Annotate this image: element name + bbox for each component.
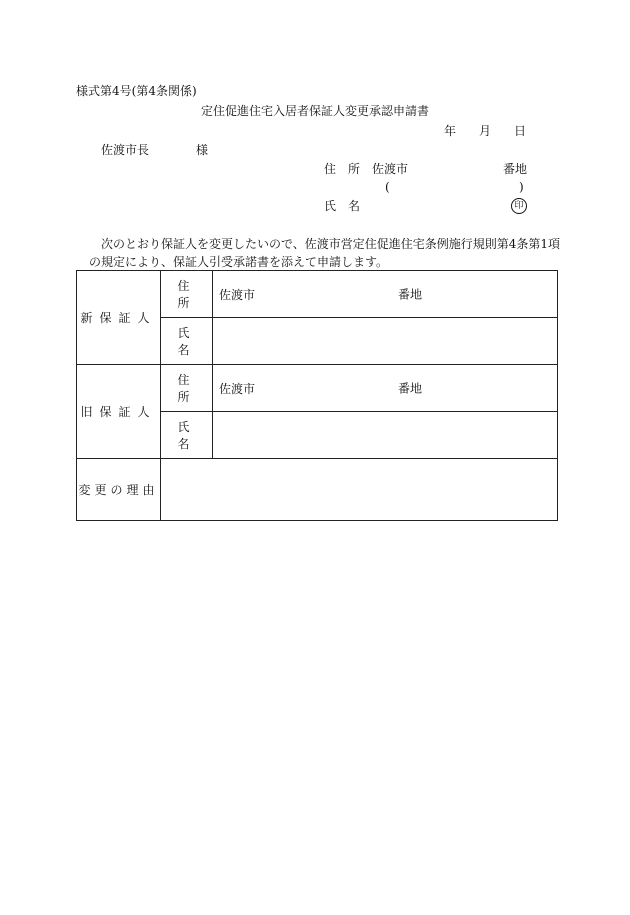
date-day-label: 日 — [514, 124, 527, 138]
new-guarantor-address-city: 佐渡市 — [219, 287, 256, 302]
addressee-name: 佐渡市長 — [101, 143, 150, 157]
new-guarantor-address-banchi: 番地 — [398, 287, 423, 302]
old-guarantor-address-label: 住所 — [161, 365, 213, 412]
form-title: 定住促進住宅入居者保証人変更承認申請書 — [201, 104, 430, 118]
date-month-label: 月 — [479, 124, 492, 138]
applicant-paren-open: ( — [385, 180, 390, 194]
old-guarantor-address-banchi: 番地 — [398, 381, 423, 396]
new-guarantor-name-cell[interactable] — [213, 318, 558, 365]
body-line-2: の規定により、保証人引受承諾書を添えて申請します。 — [89, 255, 389, 269]
old-guarantor-name-cell[interactable] — [213, 412, 558, 459]
applicant-name-label: 氏 名 — [324, 199, 361, 213]
guarantor-table — [76, 270, 558, 521]
applicant-address-banchi: 番地 — [503, 162, 528, 176]
table-row — [77, 365, 558, 412]
old-guarantor-address-city: 佐渡市 — [219, 381, 256, 396]
table-row — [77, 459, 558, 521]
reason-cell[interactable] — [161, 459, 558, 521]
reason-label: 変更の理由 — [77, 459, 161, 521]
new-guarantor-address-label: 住所 — [161, 271, 213, 318]
new-guarantor-address-cell[interactable] — [213, 271, 558, 318]
old-guarantor-label: 旧保証人 — [77, 365, 161, 459]
old-guarantor-address-cell[interactable] — [213, 365, 558, 412]
applicant-address-city: 佐渡市 — [372, 162, 409, 176]
addressee-honorific: 様 — [196, 143, 209, 157]
new-guarantor-label: 新保証人 — [77, 271, 161, 365]
seal-mark: 印 — [511, 198, 527, 214]
date-year-label: 年 — [444, 124, 457, 138]
table-row — [77, 271, 558, 318]
old-guarantor-name-label: 氏名 — [161, 412, 213, 459]
form-number: 様式第4号(第4条関係) — [76, 84, 197, 98]
applicant-address-label: 住 所 — [324, 162, 361, 176]
new-guarantor-name-label: 氏名 — [161, 318, 213, 365]
applicant-paren-close: ) — [519, 180, 524, 194]
body-line-1: 次のとおり保証人を変更したいので、佐渡市営定住促進住宅条例施行規則第4条第1項 — [101, 237, 561, 251]
